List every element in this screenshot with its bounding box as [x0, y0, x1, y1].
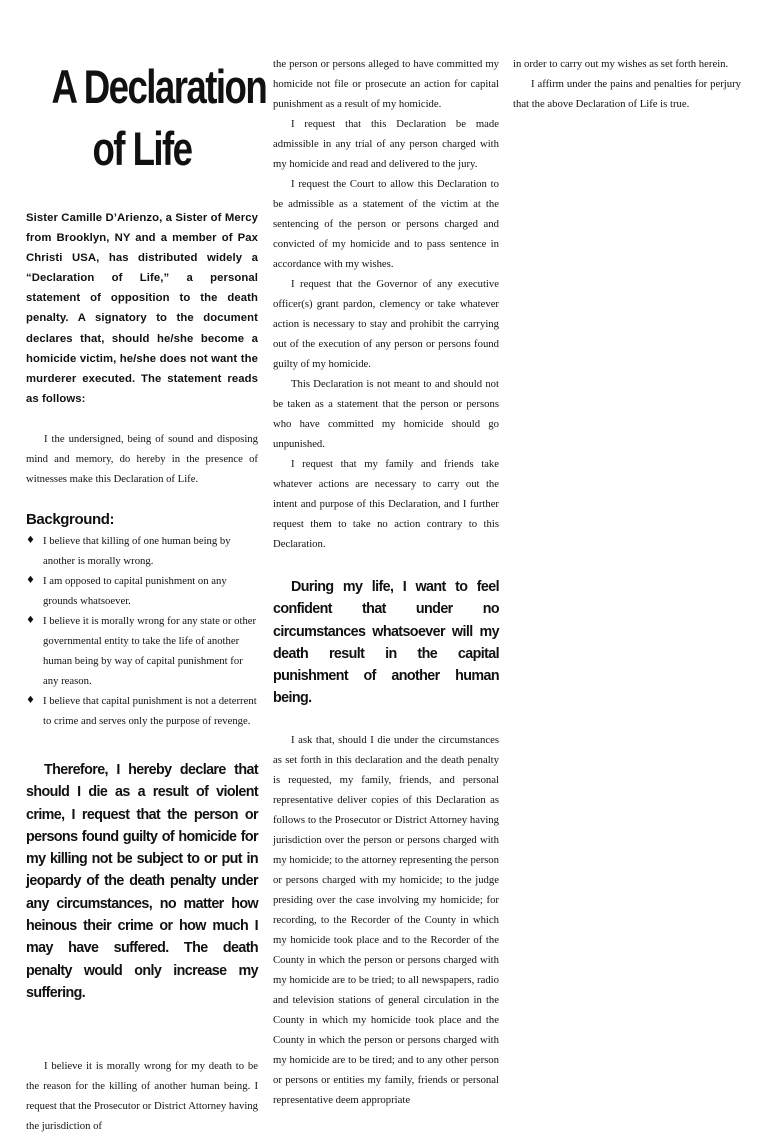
diamond-bullet-icon: ♦: [26, 574, 35, 586]
list-item: [26, 611, 258, 691]
title-line-2: of Life: [92, 122, 192, 175]
diamond-bullet-icon: ♦: [26, 534, 35, 546]
declaration-callout: Therefore, I hereby declare that should I die as a result of violent crime, I request that the person or persons found guilty of homicide for my killing not be subject to or put in jeopardy of the death penalty under any circumstances, no matter how heinous their crime or how much I may have suffered. The death penalty would only increase my suffering.: [26, 761, 258, 1001]
paragraph: This Declaration is not meant to and should not be taken as a statement that the person or persons who have committed my homicide should go unpunished.: [273, 378, 499, 450]
list-item: [26, 691, 258, 731]
title-line-1: A Declaration: [51, 60, 267, 113]
background-heading: Background:: [26, 510, 115, 528]
column-left: [26, 56, 267, 1136]
paragraph: in order to carry out my wishes as set forth herein.: [513, 58, 729, 70]
affirmation-paragraph: I affirm under the pains and penalties for perjury that the above Declaration of Life is true.: [513, 78, 741, 110]
column-right: [513, 54, 741, 114]
paragraph: I request the Court to allow this Declaration to be admissible as a statement of the victim at the sentencing of the person or persons charged and convicted of my homicide and to pass sentence in accordance with my wishes.: [273, 178, 499, 270]
paragraph: the person or persons alleged to have committed my homicide not file or prosecute an action for capital punishment as a result of my homicide.: [273, 58, 499, 110]
intro-paragraph: Sister Camille D’Arienzo, a Sister of Mercy from Brooklyn, NY and a member of Pax Christi USA, has distributed widely a “Declaration of Life,” a personal statement of opposition to the death penalty. A signatory to the document declares that, should he/she become a homicide victim, he/she does not want the murderer executed. The statement reads as follows:: [26, 212, 258, 405]
list-item-text: I believe that killing of one human being by another is morally wrong.: [43, 534, 231, 567]
title-block: [26, 56, 267, 180]
background-list: [26, 531, 258, 731]
paragraph: I request that the Governor of any executive officer(s) grant pardon, clemency or take whatever action is necessary to stay and prohibit the carrying out of the execution of any person or persons found guilty of my homicide.: [273, 278, 499, 370]
diamond-bullet-icon: ♦: [26, 694, 35, 706]
opening-paragraph: I the undersigned, being of sound and disposing mind and memory, do hereby in the presence of witnesses make this Declaration of Life.: [26, 432, 258, 485]
diamond-bullet-icon: ♦: [26, 614, 35, 626]
list-item-text: I believe that capital punishment is not a deterrent to crime and serves only the purpose of revenge.: [43, 694, 257, 727]
column-middle: [273, 54, 499, 1110]
paragraph: I request that this Declaration be made admissible in any trial of any person charged with my homicide and read and delivered to the jury.: [273, 118, 499, 170]
list-item: [26, 531, 258, 571]
closing-paragraph: I believe it is morally wrong for my death to be the reason for the killing of another human being. I request that the Prosecutor or District Attorney having the jurisdiction of: [26, 1060, 258, 1133]
confidence-callout: During my life, I want to feel confident that under no circumstances whatsoever will my death result in the capital punishment of another human being.: [273, 579, 499, 707]
paragraph: I ask that, should I die under the circumstances as set forth in this declaration and the death penalty is requested, my family, friends, and personal representative deliver copies of this Declaration as follows to the Prosecutor or District Attorney having jurisdiction over the person or persons charged with my homicide; to the attorney representing the person or persons charged with my homicide; to the judge presiding over the case involving my homicide; for recording, to the Recorder of the County in which my homicide took place and to the Recorder of the County in which the person or persons charged with my homicide are to be tried; to all newspapers, radio and television stations of general circulation in the County in which my homicide took place and the County in which the person or persons charged with my homicide are to be tired; and to any other person or persons or entities my family, friends or personal representative deem appropriate: [273, 733, 499, 1106]
paragraph: I request that my family and friends take whatever actions are necessary to carry out the intent and purpose of this Declaration, and I further request them to take no action contrary to this Declaration.: [273, 458, 499, 550]
list-item: [26, 571, 258, 611]
list-item-text: I believe it is morally wrong for any state or other governmental entity to take the life of another human being by way of capital punishment for any reason.: [43, 614, 257, 687]
list-item-text: I am opposed to capital punishment on any grounds whatsoever.: [43, 574, 227, 607]
